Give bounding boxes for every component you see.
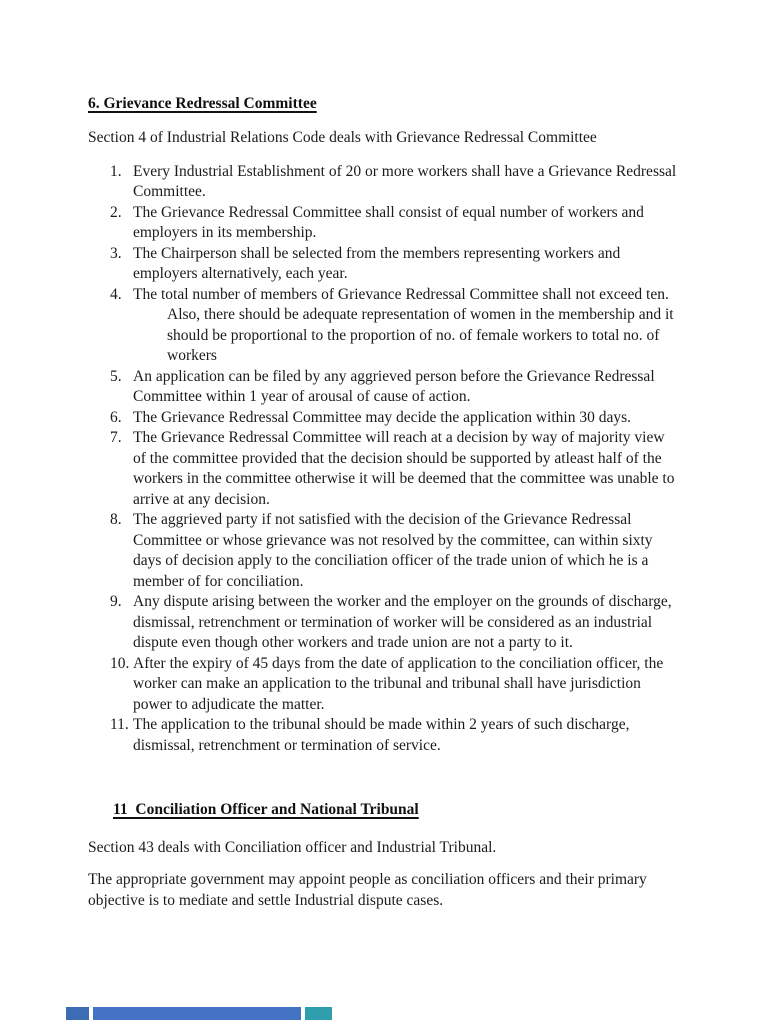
section-heading-conciliation: 11 Conciliation Officer and National Tribunal xyxy=(113,801,419,818)
list-item-number: 10. xyxy=(110,654,130,672)
list-item-text: The Chairperson shall be selected from the members representing workers and employers alternatively, each year. xyxy=(133,244,621,282)
list-item-text: The Grievance Redressal Committee shall consist of equal number of workers and employers in its membership. xyxy=(133,203,644,241)
list-item xyxy=(88,510,680,592)
footer-link-bar[interactable] xyxy=(66,1007,89,1020)
list-item-text: The aggrieved party if not satisfied with the decision of the Grievance Redressal Committee or whose grievance was not resolved by the committee, can within sixty days of decision apply to the conciliation officer of the trade union of which he is a member of for conciliation. xyxy=(133,511,653,590)
list-item-number: 8. xyxy=(110,511,122,528)
list-item-number: 9. xyxy=(110,593,122,610)
list-item-text: Every Industrial Establishment of 20 or more workers shall have a Grievance Redressal Committee. xyxy=(133,162,677,200)
list-item-number: 2. xyxy=(110,203,122,221)
footer-link-bar[interactable] xyxy=(93,1007,301,1020)
list-item xyxy=(88,203,680,244)
list-item-number: 7. xyxy=(110,429,122,446)
list-item-number: 6. xyxy=(110,408,122,426)
footer-link-bar[interactable] xyxy=(305,1007,332,1020)
list-item xyxy=(88,428,680,510)
list-item xyxy=(88,285,680,367)
list-item xyxy=(88,244,680,285)
section43-paragraph: Section 43 deals with Conciliation officer and Industrial Tribunal. xyxy=(88,838,497,856)
list-item-text-block xyxy=(133,285,680,367)
numbered-list xyxy=(88,162,680,757)
list-item-number: 3. xyxy=(110,244,122,262)
section-heading-grievance: 6. Grievance Redressal Committee xyxy=(88,95,317,112)
list-item-number: 5. xyxy=(110,367,122,385)
list-item xyxy=(88,367,680,408)
list-item-number: 1. xyxy=(110,162,122,180)
document-content xyxy=(88,94,680,911)
list-item-number: 4. xyxy=(110,285,122,303)
list-item-text: The application to the tribunal should be made within 2 years of such discharge, dismissal, retrenchment or termination of service. xyxy=(133,716,630,754)
list-item xyxy=(88,715,680,756)
list-item-text: Any dispute arising between the worker and the employer on the grounds of discharge, dismissal, retrenchment or termination of worker will be considered as an industrial dispute even though other workers and trade union are not a party to it. xyxy=(133,593,672,651)
list-item-subtext: Also, there should be adequate representation of women in the membership and it should be proportional to the proportion of no. of female workers to total no. of workers xyxy=(167,306,674,364)
list-item-number: 11. xyxy=(110,716,129,733)
list-item-text: The Grievance Redressal Committee will reach at a decision by way of majority view of the committee provided that the decision should be supported by atleast half of the workers in the committee otherwise it will be deemed that the committee was unable to arrive at any decision. xyxy=(133,429,675,508)
appropriate-government-paragraph: The appropriate government may appoint people as conciliation officers and their primary objective is to mediate and settle Industrial dispute cases. xyxy=(88,871,647,909)
list-item xyxy=(88,408,680,429)
list-item-text: An application can be filed by any aggrieved person before the Grievance Redressal Committee within 1 year of arousal of cause of action. xyxy=(133,367,655,405)
list-item-text: The Grievance Redressal Committee may decide the application within 30 days. xyxy=(133,408,631,426)
list-item xyxy=(88,592,680,654)
list-item-text: The total number of members of Grievance Redressal Committee shall not exceed ten. xyxy=(133,285,669,303)
section-intro-paragraph: Section 4 of Industrial Relations Code deals with Grievance Redressal Committee xyxy=(88,129,597,146)
list-item xyxy=(88,654,680,716)
list-item-text: After the expiry of 45 days from the date of application to the conciliation officer, the worker can make an application to the tribunal and tribunal shall have jurisdiction power to adjudicate the matter. xyxy=(133,654,664,713)
list-item xyxy=(88,162,680,203)
